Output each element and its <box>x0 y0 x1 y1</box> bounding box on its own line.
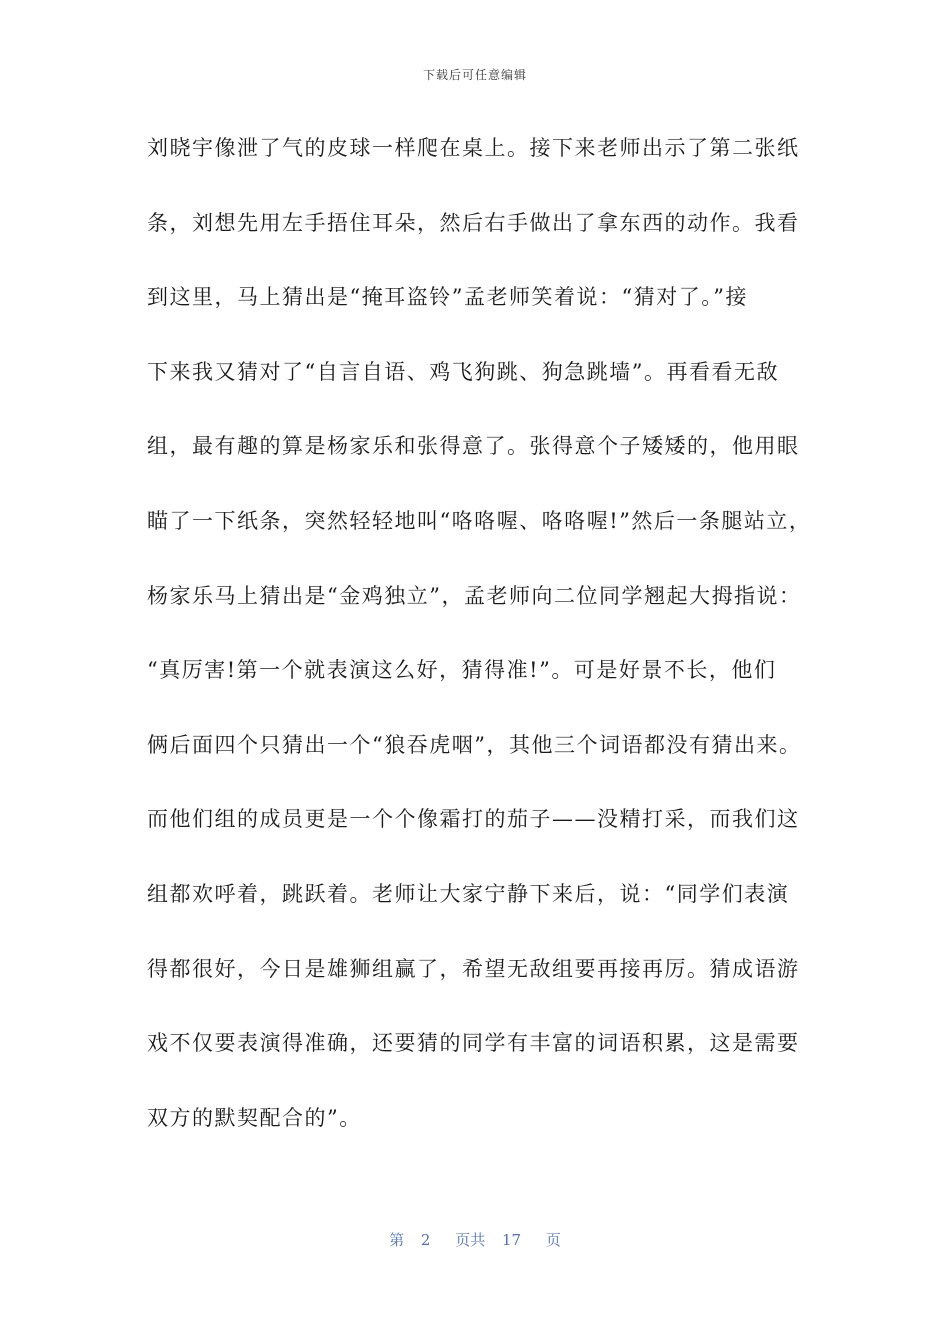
text-line: 戏不仅要表演得准确，还要猜的同学有丰富的词语积累，这是需要 <box>147 1031 800 1056</box>
total-suffix: 页 <box>545 1231 561 1249</box>
text-line: 而他们组的成员更是一个个像霜打的茄子——没精打采，而我们这 <box>147 807 800 832</box>
text-line: 条，刘想先用左手捂住耳朵，然后右手做出了拿东西的动作。我看 <box>147 210 800 235</box>
text-line: 得都很好，今日是雄狮组赢了，希望无敌组要再接再厉。猜成语游 <box>147 956 800 981</box>
text-line: 下来我又猜对了“自言自语、鸡飞狗跳、狗急跳墙”。再看看无敌 <box>147 359 779 384</box>
text-line: 组，最有趣的算是杨家乐和张得意了。张得意个子矮矮的，他用眼 <box>147 434 800 459</box>
text-line: 刘晓宇像泄了气的皮球一样爬在桌上。接下来老师出示了第二张纸 <box>147 136 800 160</box>
text-line: “真厉害!第一个就表演这么好，猜得准!”。可是好景不长，他们 <box>147 658 777 683</box>
body-text <box>147 123 827 1167</box>
current-page-number: 2 <box>420 1231 431 1249</box>
page-header: 下载后可任意编辑 <box>422 68 527 82</box>
text-line: 到这里，马上猜出是“掩耳盗铃”孟老师笑着说：“猜对了。”接 <box>147 285 748 310</box>
page-footer <box>0 1229 950 1250</box>
page-suffix: 页共 <box>455 1231 486 1249</box>
text-line: 俩后面四个只猜出一个“狼吞虎咽”，其他三个词语都没有猜出来。 <box>147 732 802 757</box>
text-line: 组都欢呼着，跳跃着。老师让大家宁静下来后，说：“同学们表演 <box>147 881 790 906</box>
text-line: 双方的默契配合的”。 <box>147 1105 362 1130</box>
total-pages-number: 17 <box>502 1231 522 1249</box>
page-prefix: 第 <box>389 1231 405 1249</box>
text-line: 杨家乐马上猜出是“金鸡独立”，孟老师向二位同学翘起大拇指说： <box>147 583 802 608</box>
text-line: 瞄了一下纸条，突然轻轻地叫“咯咯喔、咯咯喔!”然后一条腿站立， <box>147 508 812 533</box>
